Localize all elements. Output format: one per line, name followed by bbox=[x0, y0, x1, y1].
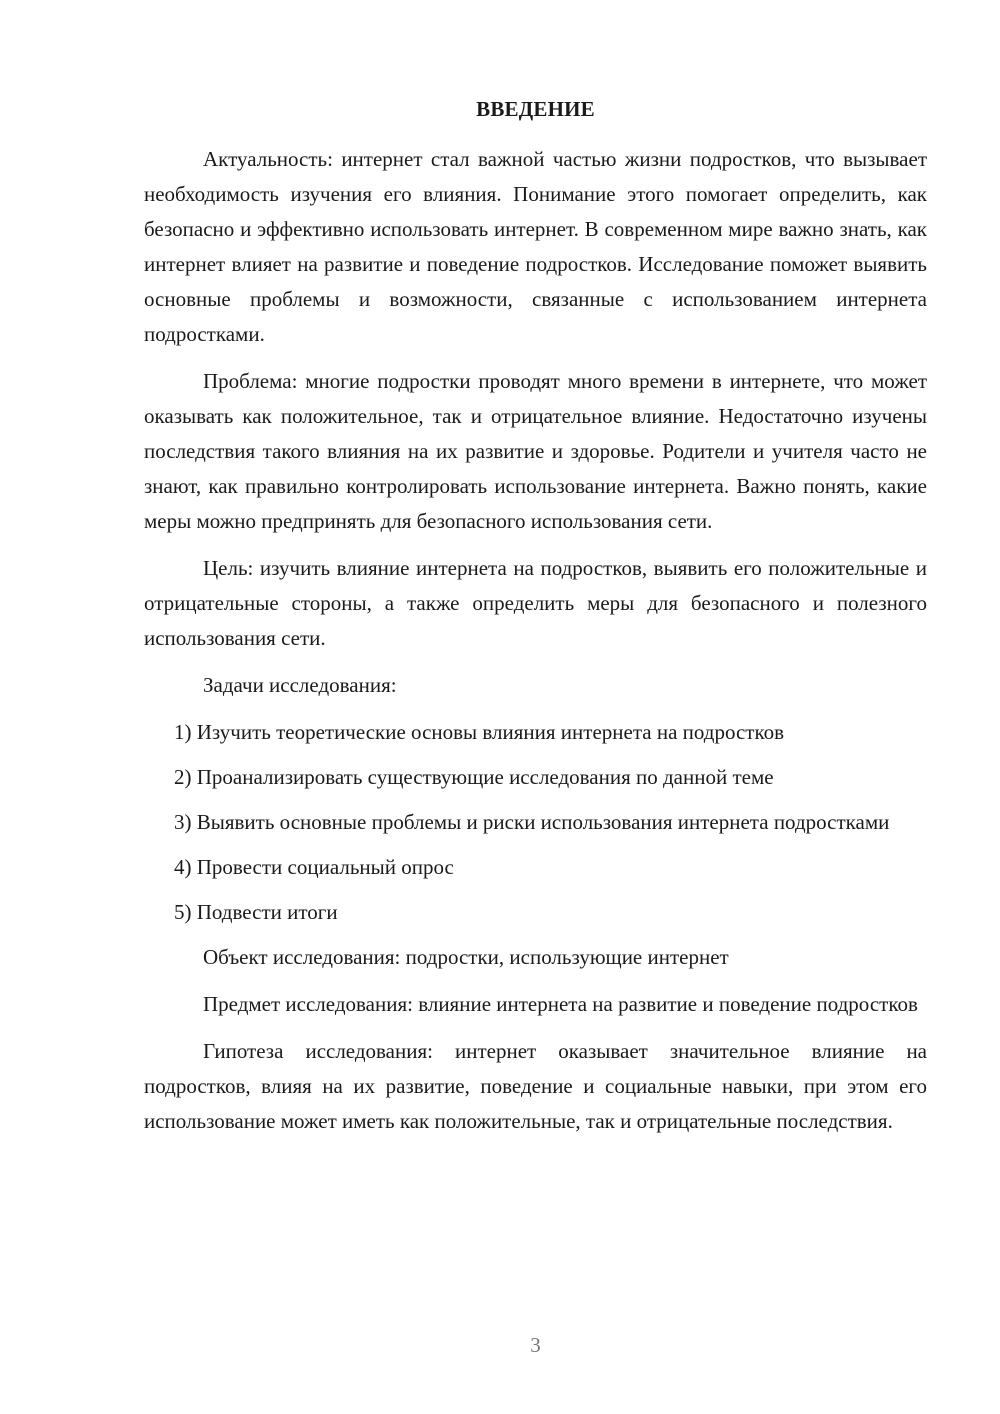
hypothesis-paragraph: Гипотеза исследования: интернет оказывает значительное влияние на подростков, влияя на их развитие, поведение и социальные навыки, при этом его использование может иметь как положительные, так и отрицательные последствия. bbox=[144, 1039, 927, 1133]
list-item: 3) Выявить основные проблемы и риски использования интернета подростками bbox=[174, 810, 890, 834]
problem-paragraph: Проблема: многие подростки проводят много времени в интернете, что может оказывать как положительное, так и отрицательное влияние. Недостаточно изучены последствия такого влияния на их развитие и здоровье. Родители и учителя часто не знают, как правильно контролировать использование интернета. Важно понять, какие меры можно предпринять для безопасного использования сети. bbox=[144, 369, 927, 533]
goal-paragraph: Цель: изучить влияние интернета на подростков, выявить его положительные и отрицательные стороны, а также определить меры для безопасного и полезного использования сети. bbox=[144, 556, 927, 650]
subject-paragraph: Предмет исследования: влияние интернета на развитие и поведение подростков bbox=[203, 992, 918, 1016]
tasks-list bbox=[144, 715, 927, 930]
page-title: ВВЕДЕНИЕ bbox=[476, 97, 595, 121]
list-item: 1) Изучить теоретические основы влияния интернета на подростков bbox=[174, 720, 785, 744]
list-item: 5) Подвести итоги bbox=[174, 900, 338, 924]
list-item: 4) Провести социальный опрос bbox=[174, 855, 454, 879]
tasks-heading: Задачи исследования: bbox=[203, 673, 397, 697]
list-item: 2) Проанализировать существующие исследования по данной теме bbox=[174, 765, 774, 789]
page-number: 3 bbox=[530, 1333, 541, 1357]
object-paragraph: Объект исследования: подростки, использующие интернет bbox=[203, 945, 729, 969]
relevance-paragraph: Актуальность: интернет стал важной частью жизни подростков, что вызывает необходимость изучения его влияния. Понимание этого помогает определить, как безопасно и эффективно использовать интернет. В современном мире важно знать, как интернет влияет на развитие и поведение подростков. Исследование поможет выявить основные проблемы и возможности, связанные с использованием интернета подростками. bbox=[144, 147, 927, 346]
